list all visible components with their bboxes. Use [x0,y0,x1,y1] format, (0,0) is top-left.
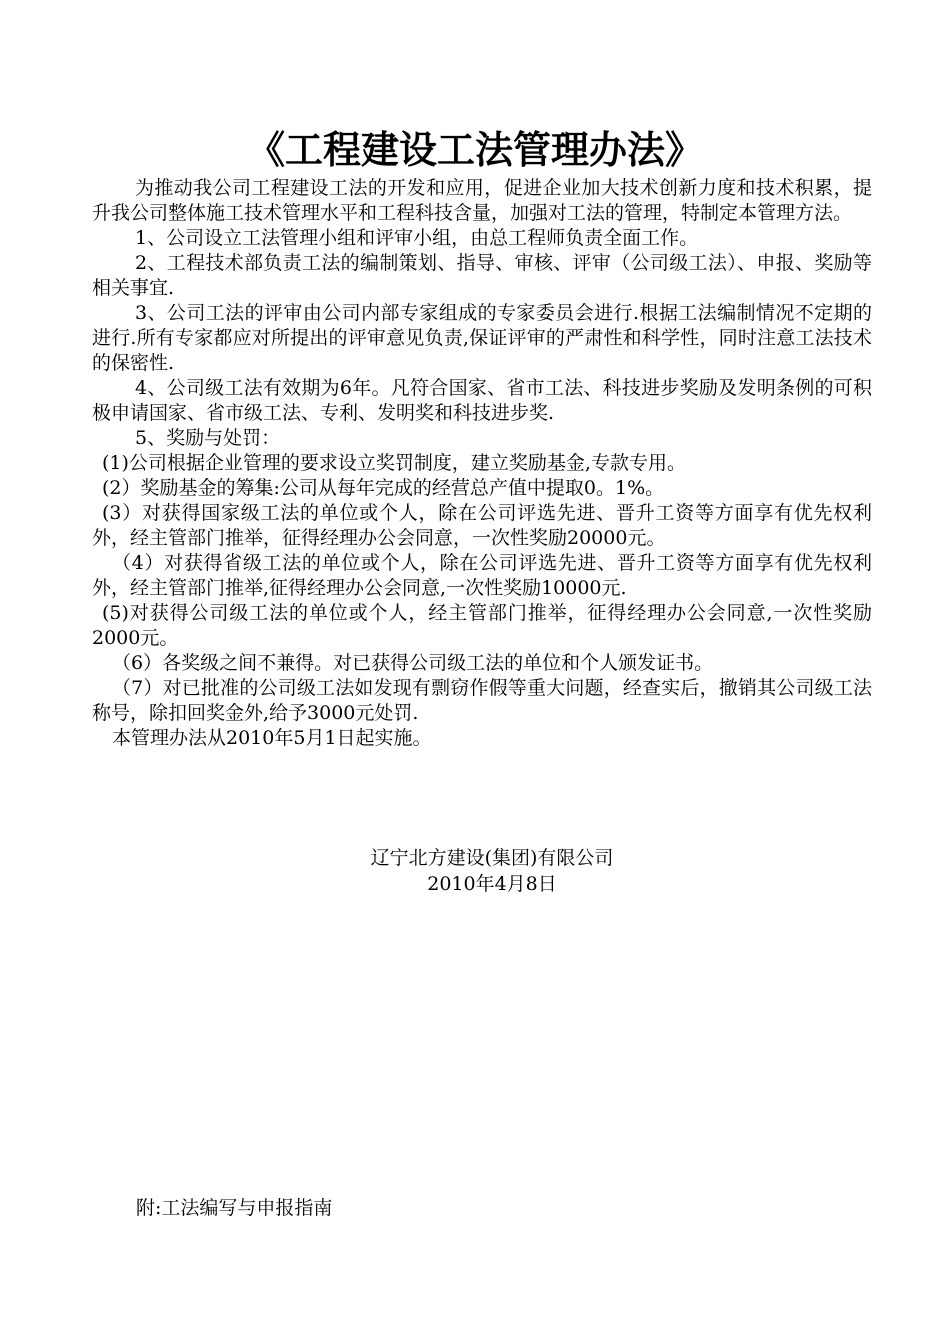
reward-item-6: （6）各奖级之间不兼得。对已获得公司级工法的单位和个人颁发证书。 [112,652,714,674]
reward-item-2: (2）奖励基金的筹集:公司从每年完成的经营总产值中提取0。1%。 [102,477,665,499]
document-body [92,176,872,751]
effective-date-statement: 本管理办法从2010年5月1日起实施。 [112,727,432,749]
signature-date: 2010年4月8日 [427,873,557,895]
article-2: 2、工程技术部负责工法的编制策划、指导、审核、评审（公司级工法）、申报、奖励等相关事宜. [92,252,872,299]
article-1: 1、公司设立工法管理小组和评审小组，由总工程师负责全面工作。 [135,227,699,249]
article-5-heading: 5、奖励与处罚： [135,427,281,449]
signature-company: 辽宁北方建设(集团)有限公司 [370,847,614,869]
appendix-note: 附:工法编写与申报指南 [136,1197,333,1219]
article-4: 4、公司级工法有效期为6年。凡符合国家、省市工法、科技进步奖励及发明条例的可积极申请国家、省市级工法、专利、发明奖和科技进步奖. [92,377,872,424]
intro-paragraph: 为推动我公司工程建设工法的开发和应用，促进企业加大技术创新力度和技术积累，提升我公司整体施工技术管理水平和工程科技含量，加强对工法的管理，特制定本管理方法。 [92,177,872,224]
reward-item-5: (5)对获得公司级工法的单位或个人，经主管部门推举，征得经理办公会同意,一次性奖励2000元。 [92,602,872,649]
document-title: 《工程建设工法管理办法》 [246,128,703,172]
article-3: 3、公司工法的评审由公司内部专家组成的专家委员会进行.根据工法编制情况不定期的进行.所有专家都应对所提出的评审意见负责,保证评审的严肃性和科学性，同时注意工法技术的保密性. [92,302,872,374]
signature-block [92,845,872,897]
reward-item-3: (3）对获得国家级工法的单位或个人，除在公司评选先进、晋升工资等方面享有优先权利外，经主管部门推举，征得经理办公会同意，一次性奖励20000元。 [92,502,872,549]
reward-item-7: （7）对已批准的公司级工法如发现有剽窃作假等重大问题，经查实后，撤销其公司级工法称号，除扣回奖金外,给予3000元处罚. [92,677,872,724]
reward-item-1: (1)公司根据企业管理的要求设立奖罚制度，建立奖励基金,专款专用。 [102,452,686,474]
reward-item-4: （4）对获得省级工法的单位或个人，除在公司评选先进、晋升工资等方面享有优先权利外，经主管部门推举,征得经理办公会同意,一次性奖励10000元. [92,552,872,599]
